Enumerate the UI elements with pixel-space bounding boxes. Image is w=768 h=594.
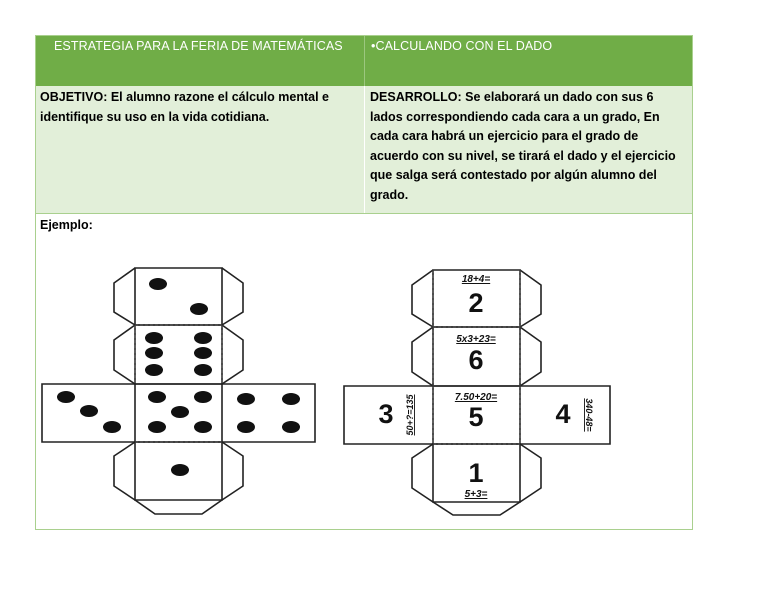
bullet: • — [371, 39, 376, 53]
pip — [194, 421, 212, 433]
exercise-label: 5x3+23= — [456, 334, 496, 345]
face-number: 5 — [468, 402, 484, 432]
ejemplo-label: Ejemplo: — [40, 218, 93, 232]
desarrollo-text: Se elaborará un dado con sus 6 lados correspondiendo cada cara a un grado, En cada cara habrá un ejercicio para el grado de acuerdo con su nivel, se tirará el dado y el ejercicio que salga será contestado por algún alumno del grado. — [370, 90, 676, 202]
dice-pips — [57, 278, 300, 476]
pip — [194, 347, 212, 359]
pip — [282, 393, 300, 405]
pip — [148, 421, 166, 433]
pip — [148, 391, 166, 403]
pip — [57, 391, 75, 403]
face-number: 1 — [468, 458, 484, 488]
pip — [145, 332, 163, 344]
face-number: 4 — [555, 399, 571, 429]
face-number: 2 — [468, 288, 484, 318]
pip — [190, 303, 208, 315]
pip — [194, 332, 212, 344]
face-number: 3 — [378, 399, 394, 429]
pip — [194, 364, 212, 376]
pip — [237, 393, 255, 405]
pip — [237, 421, 255, 433]
strategy-title: ESTRATEGIA PARA LA FERIA DE MATEMÁTICAS — [54, 39, 343, 53]
pip — [103, 421, 121, 433]
face-number: 6 — [468, 345, 484, 375]
dotted-die-net — [42, 268, 315, 514]
pip — [171, 406, 189, 418]
exercise-label: 18+4= — [461, 274, 491, 285]
pip — [194, 391, 212, 403]
exercise-label: 50+?=135 — [405, 394, 415, 436]
pip — [282, 421, 300, 433]
activity-title-text: CALCULANDO CON EL DADO — [375, 39, 553, 53]
pip — [80, 405, 98, 417]
pip — [171, 464, 189, 476]
exercise-label: 7.50+20= — [454, 392, 498, 403]
objetivo-label: OBJETIVO: — [40, 90, 108, 104]
numbered-faces — [378, 274, 594, 500]
pip — [145, 364, 163, 376]
objetivo-text: El alumno razone el cálculo mental e identifique su uso en la vida cotidiana. — [40, 90, 329, 124]
exercise-label: 5+3= — [464, 489, 488, 500]
desarrollo-label: DESARROLLO: — [370, 90, 462, 104]
exercise-label: 340-48= — [584, 398, 594, 432]
pip — [149, 278, 167, 290]
pip — [145, 347, 163, 359]
